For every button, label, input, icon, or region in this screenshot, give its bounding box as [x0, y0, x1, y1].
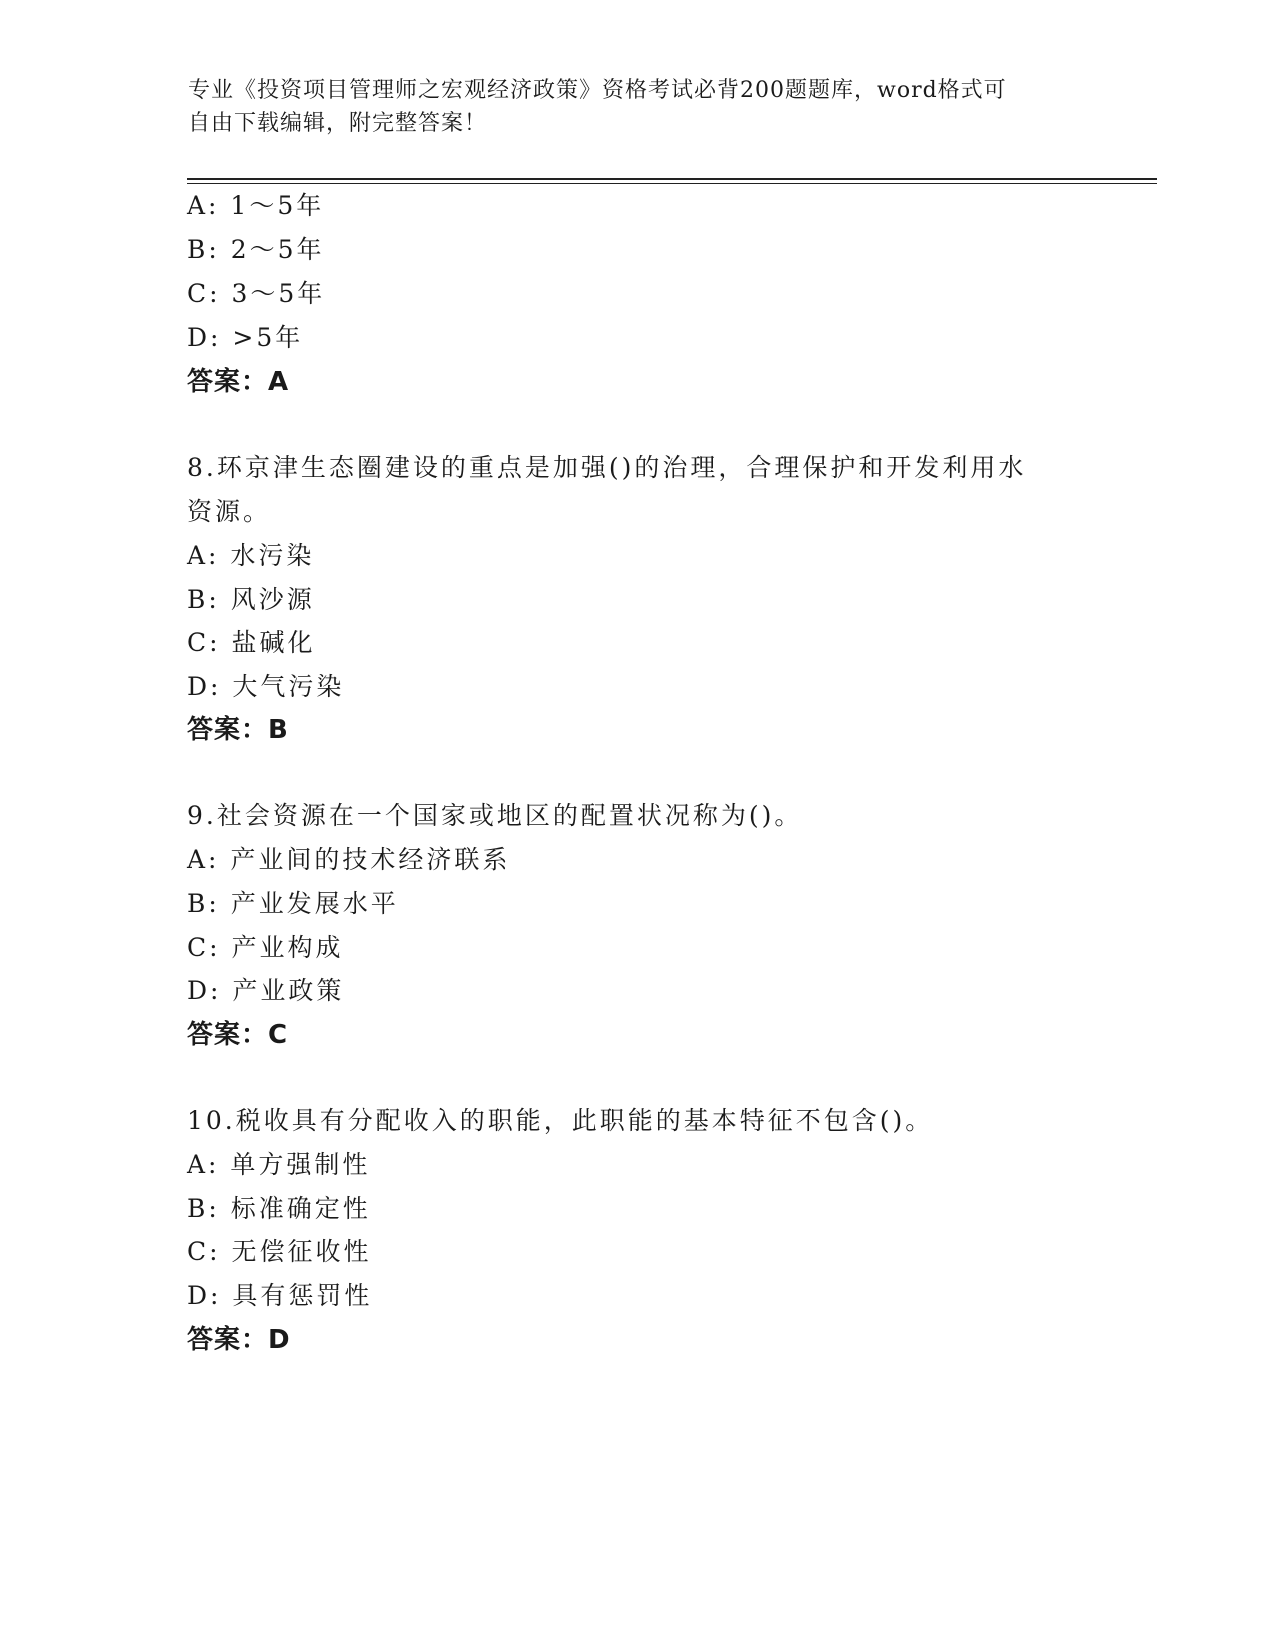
header-divider-thin [187, 183, 1157, 184]
q8-option-d: D: 大气污染 [187, 672, 345, 701]
q9-option-a: A: 产业间的技术经济联系 [187, 845, 511, 874]
q10-option-b: B: 标准确定性 [187, 1194, 371, 1223]
q10-answer: 答案：D [187, 1325, 291, 1355]
q10-option-c: C: 无偿征收性 [187, 1237, 372, 1266]
q7-option-d: D: >5年 [187, 323, 304, 352]
q7-answer: 答案：A [187, 367, 290, 397]
document-header [188, 74, 1068, 140]
q10-option-d: D: 具有惩罚性 [187, 1281, 373, 1310]
header-title-line-1: 专业《投资项目管理师之宏观经济政策》资格考试必背200题题库，word格式可 [188, 78, 1007, 103]
q8-stem-line-2: 资源。 [187, 497, 272, 526]
q8-option-a: A: 水污染 [187, 541, 315, 570]
q9-option-c: C: 产业构成 [187, 933, 344, 962]
q8-option-b: B: 风沙源 [187, 585, 315, 614]
q9-stem-line-1: 9.社会资源在一个国家或地区的配置状况称为()。 [187, 801, 803, 830]
q9-option-b: B: 产业发展水平 [187, 889, 399, 918]
q9-answer: 答案：C [187, 1020, 289, 1050]
q10-stem-line-1: 10.税收具有分配收入的职能，此职能的基本特征不包含()。 [187, 1106, 934, 1135]
q7-option-a: A: 1～5年 [187, 191, 325, 220]
q8-stem-line-1: 8.环京津生态圈建设的重点是加强()的治理，合理保护和开发利用水 [187, 453, 1027, 482]
header-divider-thick [187, 178, 1157, 180]
q7-option-b: B: 2～5年 [187, 235, 325, 264]
q9-option-d: D: 产业政策 [187, 976, 345, 1005]
header-title-line-2: 自由下载编辑，附完整答案！ [188, 111, 488, 136]
q8-option-c: C: 盐碱化 [187, 628, 316, 657]
q7-option-c: C: 3～5年 [187, 279, 326, 308]
q8-answer: 答案：B [187, 715, 289, 745]
q10-option-a: A: 单方强制性 [187, 1150, 371, 1179]
